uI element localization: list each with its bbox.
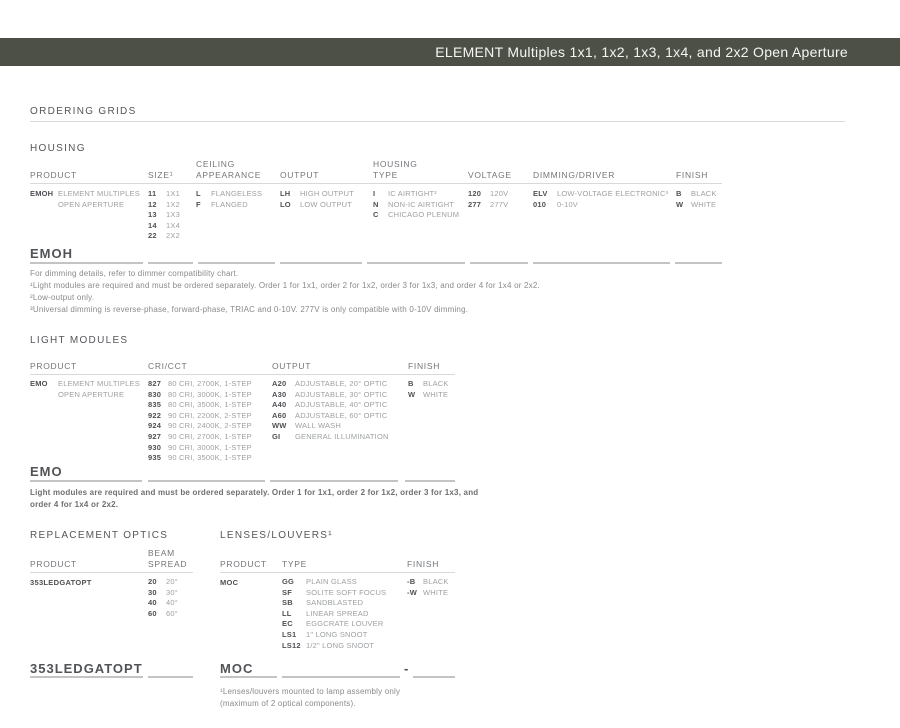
- blank-field: [282, 676, 400, 678]
- option-desc: WHITE: [423, 587, 449, 597]
- product-code: EMO: [30, 379, 48, 388]
- lens-footnote: [220, 686, 400, 710]
- option-desc: 1X3: [166, 210, 180, 220]
- option-code: 11: [148, 189, 157, 198]
- option-desc: 90 CRI, 2400K, 2-STEP: [168, 421, 252, 431]
- housing-header-rule: [30, 183, 722, 184]
- option-row: [373, 200, 459, 211]
- option-code: 927: [148, 431, 162, 441]
- option-code: F: [196, 199, 201, 209]
- option-row: [282, 641, 386, 652]
- lenses-section-title: LENSES/LOUVERS¹: [220, 530, 333, 541]
- option-row: [408, 379, 449, 390]
- housing-header-product: PRODUCT: [30, 170, 77, 180]
- option-code: 120: [468, 189, 482, 198]
- option-code: LS1: [282, 629, 297, 639]
- option-code: 22: [148, 231, 157, 241]
- option-row: [272, 421, 389, 432]
- option-code: B: [408, 379, 414, 388]
- option-row: [280, 189, 354, 200]
- option-row: [196, 189, 262, 200]
- blank-field: [30, 480, 142, 482]
- option-code: 835: [148, 400, 162, 410]
- option-row: [282, 577, 386, 588]
- blank-field: [148, 676, 193, 678]
- ro-header-beam: BEAM SPREAD: [148, 548, 188, 569]
- housing-voltage-options: [468, 189, 508, 210]
- option-code: LL: [282, 608, 292, 618]
- housing-finish-options: [676, 189, 717, 210]
- option-desc: NON-IC AIRTIGHT: [388, 199, 455, 209]
- option-row: [148, 432, 252, 443]
- option-desc: 90 CRI, 2700K, 1-STEP: [168, 431, 252, 441]
- option-desc: 80 CRI, 3500K, 1-STEP: [168, 400, 252, 410]
- blank-field: [405, 480, 455, 482]
- option-row: [468, 200, 508, 211]
- option-code: A30: [272, 389, 287, 399]
- option-code: W: [676, 199, 684, 209]
- lens-header-rule: [220, 572, 455, 573]
- option-desc: 60°: [166, 608, 178, 618]
- footnote: ²Low-output only.: [30, 293, 95, 302]
- option-row: [148, 609, 178, 620]
- option-code: 30: [148, 587, 157, 597]
- lm-cri-options: [148, 379, 252, 464]
- option-code: LS12: [282, 640, 301, 650]
- option-desc: 0-10V: [557, 199, 579, 209]
- option-desc: WHITE: [691, 199, 717, 209]
- light-modules-section-title: LIGHT MODULES: [30, 335, 129, 346]
- option-row: [148, 588, 178, 599]
- option-desc: WALL WASH: [295, 421, 341, 431]
- lens-model-code: MOC: [220, 661, 254, 676]
- option-desc: SANDBLASTED: [306, 598, 364, 608]
- option-desc: LOW-VOLTAGE ELECTRONIC³: [557, 189, 669, 198]
- option-code: A20: [272, 379, 287, 388]
- option-code: N: [373, 199, 379, 209]
- product-desc: ELEMENT MULTIPLES OPEN APERTURE: [58, 189, 140, 209]
- housing-header-ceiling: CEILING APPEARANCE: [196, 159, 262, 180]
- lm-header-cri: CRI/CCT: [148, 361, 188, 371]
- blank-field: [148, 262, 193, 264]
- lens-finish-options: [407, 577, 449, 598]
- option-code: 13: [148, 210, 157, 220]
- page-title: ELEMENT Multiples 1x1, 1x2, 1x3, 1x4, and 2x2 Open Aperture: [435, 44, 848, 60]
- housing-section-title: HOUSING: [30, 143, 86, 154]
- option-code: -W: [407, 587, 417, 597]
- option-code: GG: [282, 577, 295, 586]
- option-desc: GENERAL ILLUMINATION: [295, 431, 389, 441]
- housing-output-options: [280, 189, 354, 210]
- option-code: 60: [148, 608, 157, 618]
- housing-product-option: [30, 189, 146, 210]
- option-desc: 1X4: [166, 220, 180, 230]
- option-row: [408, 390, 449, 401]
- option-row: [148, 200, 180, 211]
- lm-product-option: [30, 379, 146, 400]
- option-code: GI: [272, 431, 281, 441]
- option-code: -B: [407, 577, 416, 586]
- option-row: [282, 609, 386, 620]
- footnote-line: Light modules are required and must be ordered separately. Order 1 for 1x1, order 2 for 1x2, order 3 for 1x3, and: [30, 488, 479, 497]
- lm-header-product: PRODUCT: [30, 361, 77, 371]
- lens-header-product: PRODUCT: [220, 559, 267, 569]
- lm-finish-options: [408, 379, 449, 400]
- footnote-line: ¹Lenses/louvers mounted to lamp assembly only: [220, 687, 401, 696]
- option-desc: SOLITE SOFT FOCUS: [306, 587, 387, 597]
- footnote-line: order 4 for 1x4 or 2x2.: [30, 500, 119, 509]
- blank-field: [470, 262, 528, 264]
- blank-field: [198, 262, 275, 264]
- option-desc: 120V: [490, 189, 509, 198]
- housing-dimming-options: [533, 189, 668, 210]
- option-row: [148, 379, 252, 390]
- option-desc: LINEAR SPREAD: [306, 608, 369, 618]
- housing-ceiling-options: [196, 189, 262, 210]
- option-desc: 1/2" LONG SNOOT: [306, 640, 375, 650]
- option-row: [148, 189, 180, 200]
- footnote: For dimming details, refer to dimmer compatibility chart.: [30, 269, 239, 278]
- option-row: [676, 200, 717, 211]
- option-code: 935: [148, 453, 162, 463]
- option-code: I: [373, 189, 376, 198]
- option-row: [282, 630, 386, 641]
- housing-header-output: OUTPUT: [280, 170, 320, 180]
- replacement-optics-section-title: REPLACEMENT OPTICS: [30, 530, 169, 541]
- lm-model-code: EMO: [30, 464, 63, 479]
- option-desc: WHITE: [423, 389, 449, 399]
- housing-model-code: EMOH: [30, 246, 73, 261]
- option-desc: 80 CRI, 2700K, 1-STEP: [168, 379, 252, 388]
- option-code: 12: [148, 199, 157, 209]
- lm-note: [30, 487, 478, 511]
- option-code: ELV: [533, 189, 548, 198]
- lm-header-output: OUTPUT: [272, 361, 312, 371]
- option-desc: LOW OUTPUT: [300, 199, 352, 209]
- ro-model-code: 353LEDGATOPT: [30, 661, 143, 676]
- lens-product-code: MOC: [220, 578, 239, 587]
- title-bar: [0, 38, 900, 66]
- option-row: [148, 598, 178, 609]
- option-code: SB: [282, 598, 293, 608]
- blank-field: [270, 480, 398, 482]
- option-row: [407, 588, 449, 599]
- housing-size-options: [148, 189, 180, 242]
- housing-header-size: SIZE¹: [148, 170, 174, 180]
- option-desc: HIGH OUTPUT: [300, 189, 354, 198]
- blank-field: [367, 262, 465, 264]
- option-code: A40: [272, 400, 287, 410]
- housing-header-voltage: VOLTAGE: [468, 170, 512, 180]
- option-desc: BLACK: [423, 379, 449, 388]
- footnote: ¹Light modules are required and must be ordered separately. Order 1 for 1x1, order 2 for 1x2, order 3 for 1x3, and order 4 for 1x4 or 2x2.: [30, 281, 540, 290]
- lm-header-finish: FINISH: [408, 361, 441, 371]
- option-desc: ADJUSTABLE, 40° OPTIC: [295, 400, 388, 410]
- option-desc: FLANGED: [211, 199, 248, 209]
- blank-field: [30, 676, 143, 678]
- option-row: [148, 231, 180, 242]
- option-row: [148, 577, 178, 588]
- blank-field: [148, 480, 265, 482]
- option-row: [148, 400, 252, 411]
- blank-field: [533, 262, 670, 264]
- option-desc: 90 CRI, 3000K, 1-STEP: [168, 442, 252, 452]
- option-row: [148, 210, 180, 221]
- option-row: [282, 598, 386, 609]
- option-code: 930: [148, 442, 162, 452]
- option-code: 277: [468, 199, 482, 209]
- option-row: [676, 189, 717, 200]
- option-code: LH: [280, 189, 291, 198]
- finish-dash: -: [404, 661, 410, 676]
- divider: [30, 121, 845, 122]
- option-row: [196, 200, 262, 211]
- option-row: [533, 189, 668, 200]
- option-code: C: [373, 210, 379, 220]
- housing-header-finish: FINISH: [676, 170, 709, 180]
- option-row: [468, 189, 508, 200]
- option-row: [533, 200, 668, 211]
- housing-header-type: HOUSING TYPE: [373, 159, 418, 180]
- housing-header-dimming: DIMMING/DRIVER: [533, 170, 616, 180]
- option-code: B: [676, 189, 682, 198]
- ordering-grids-heading: ORDERING GRIDS: [30, 106, 137, 117]
- option-row: [272, 432, 389, 443]
- option-desc: 2X2: [166, 231, 180, 241]
- option-code: W: [408, 389, 416, 399]
- option-row: [272, 411, 389, 422]
- option-desc: 90 CRI, 2200K, 2-STEP: [168, 410, 252, 420]
- option-code: 830: [148, 389, 162, 399]
- ro-header-product: PRODUCT: [30, 559, 77, 569]
- option-desc: PLAIN GLASS: [306, 577, 357, 586]
- option-row: [407, 577, 449, 588]
- option-desc: 1" LONG SNOOT: [306, 629, 368, 639]
- ro-header-rule: [30, 572, 193, 573]
- option-desc: ADJUSTABLE, 20° OPTIC: [295, 379, 388, 388]
- housing-footnotes: [30, 268, 540, 316]
- option-row: [148, 411, 252, 422]
- option-desc: 277V: [490, 199, 509, 209]
- option-desc: 1X2: [166, 199, 180, 209]
- lens-type-options: [282, 577, 386, 651]
- option-desc: 20°: [166, 577, 178, 586]
- footnote: ³Universal dimming is reverse-phase, forward-phase, TRIAC and 0-10V. 277V is only compatible with 0-10V dimming.: [30, 305, 469, 314]
- option-code: LO: [280, 199, 291, 209]
- option-row: [280, 200, 354, 211]
- option-row: [282, 619, 386, 630]
- option-row: [373, 189, 459, 200]
- option-row: [148, 421, 252, 432]
- option-row: [272, 400, 389, 411]
- option-desc: CHICAGO PLENUM: [388, 210, 460, 220]
- option-desc: BLACK: [423, 577, 449, 586]
- option-code: SF: [282, 587, 292, 597]
- footnote-line: (maximum of 2 optical components).: [220, 699, 356, 708]
- option-code: 14: [148, 220, 157, 230]
- ro-product-code: 353LEDGATOPT: [30, 578, 92, 587]
- option-desc: 30°: [166, 587, 178, 597]
- ro-beam-options: [148, 577, 178, 619]
- option-code: L: [196, 189, 201, 198]
- lm-header-rule: [30, 374, 455, 375]
- option-desc: 40°: [166, 598, 178, 608]
- option-desc: IC AIRTIGHT²: [388, 189, 437, 198]
- option-desc: BLACK: [691, 189, 717, 198]
- lm-output-options: [272, 379, 389, 443]
- housing-type-options: [373, 189, 459, 221]
- option-code: 827: [148, 379, 162, 388]
- option-desc: 80 CRI, 3000K, 1-STEP: [168, 389, 252, 399]
- option-code: 924: [148, 421, 162, 431]
- option-code: A60: [272, 410, 287, 420]
- option-desc: FLANGELESS: [211, 189, 263, 198]
- option-desc: 1X1: [166, 189, 180, 198]
- lens-header-finish: FINISH: [407, 559, 440, 569]
- product-desc: ELEMENT MULTIPLES OPEN APERTURE: [58, 379, 140, 399]
- option-row: [148, 453, 252, 464]
- option-code: WW: [272, 421, 287, 431]
- option-row: [148, 221, 180, 232]
- option-row: [272, 379, 389, 390]
- lens-header-type: TYPE: [282, 559, 308, 569]
- option-desc: ADJUSTABLE, 30° OPTIC: [295, 389, 388, 399]
- blank-field: [280, 262, 362, 264]
- option-code: EC: [282, 619, 293, 629]
- blank-field: [220, 676, 277, 678]
- option-code: 922: [148, 410, 162, 420]
- option-row: [148, 443, 252, 454]
- option-code: 20: [148, 577, 157, 586]
- option-code: 40: [148, 598, 157, 608]
- option-row: [272, 390, 389, 401]
- option-desc: 90 CRI, 3500K, 1-STEP: [168, 453, 252, 463]
- blank-field: [413, 676, 455, 678]
- option-row: [282, 588, 386, 599]
- option-row: [373, 210, 459, 221]
- blank-field: [675, 262, 722, 264]
- product-code: EMOH: [30, 189, 54, 198]
- blank-field: [30, 262, 143, 264]
- option-code: 010: [533, 199, 547, 209]
- option-row: [148, 390, 252, 401]
- option-desc: EGGCRATE LOUVER: [306, 619, 384, 629]
- option-desc: ADJUSTABLE, 60° OPTIC: [295, 410, 388, 420]
